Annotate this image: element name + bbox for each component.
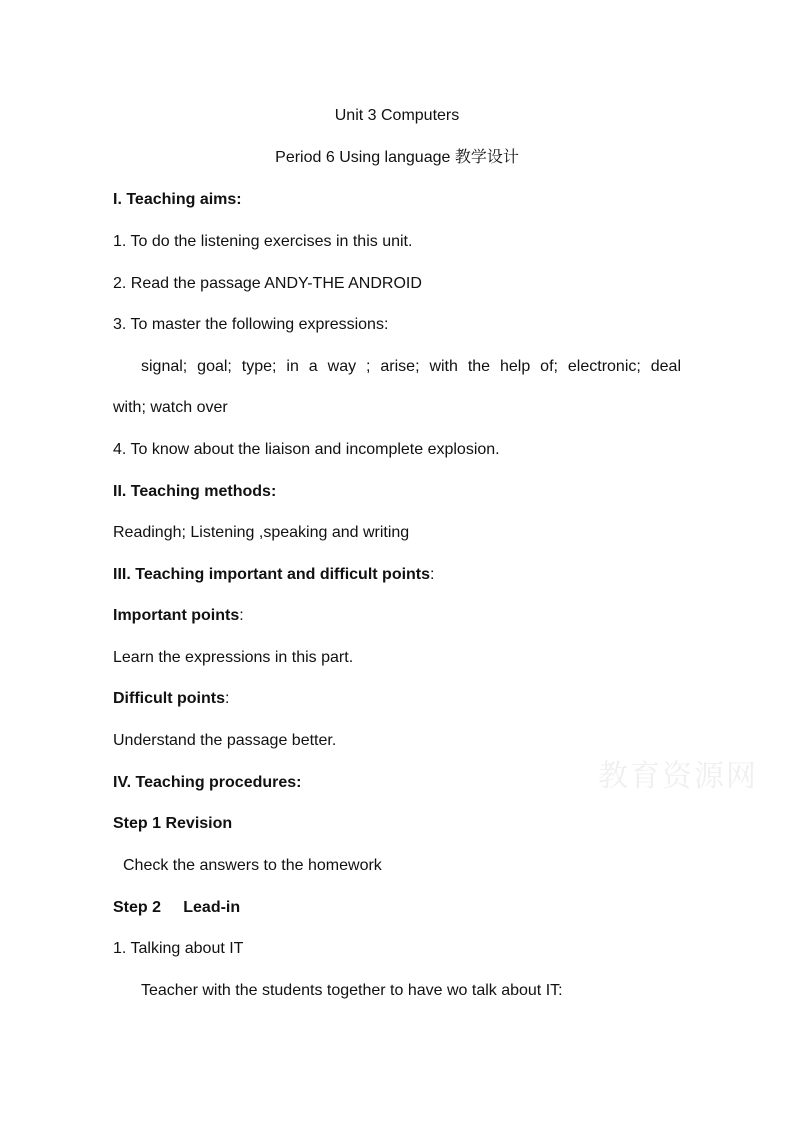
aim-item: 1. To do the listening exercises in this unit. [113,233,413,250]
points-heading: III. Teaching important and difficult points [113,566,431,583]
important-text: Learn the expressions in this part. [113,649,354,666]
step2-heading: Step 2 Lead-in [113,899,241,916]
document-title: Unit 3 Computers [334,107,460,124]
aims-heading: I. Teaching aims: [113,191,242,208]
points-heading-line [113,565,434,585]
methods-text: Readingh; Listening ,speaking and writing [113,524,410,541]
difficult-heading-line [113,689,229,709]
difficult-colon: : [224,690,230,707]
important-heading: Important points [113,607,240,624]
step1-heading: Step 1 Revision [113,815,233,832]
procedures-heading: IV. Teaching procedures: [113,774,302,791]
expressions-line: signal; goal; type; in a way ; arise; with the help of; electronic; deal [141,358,681,375]
document-subtitle: Period 6 Using language 教学设计 [275,149,519,166]
aim-item: 2. Read the passage ANDY-THE ANDROID [113,275,422,292]
step2-item-text: Teacher with the students together to have wo talk about IT: [141,982,563,999]
points-colon: : [430,566,435,583]
important-colon: : [239,607,244,624]
step1-text: Check the answers to the homework [123,857,382,874]
difficult-heading: Difficult points [113,690,225,707]
step2-item: 1. Talking about IT [113,940,244,957]
watermark: 教育资源网 [598,759,758,794]
expressions-line-continued: with; watch over [113,399,228,416]
aim-item: 4. To know about the liaison and incomplete explosion. [113,441,500,458]
aim-item: 3. To master the following expressions: [113,316,389,333]
difficult-text: Understand the passage better. [113,732,337,749]
methods-heading: II. Teaching methods: [113,483,277,500]
important-heading-line [113,606,244,626]
